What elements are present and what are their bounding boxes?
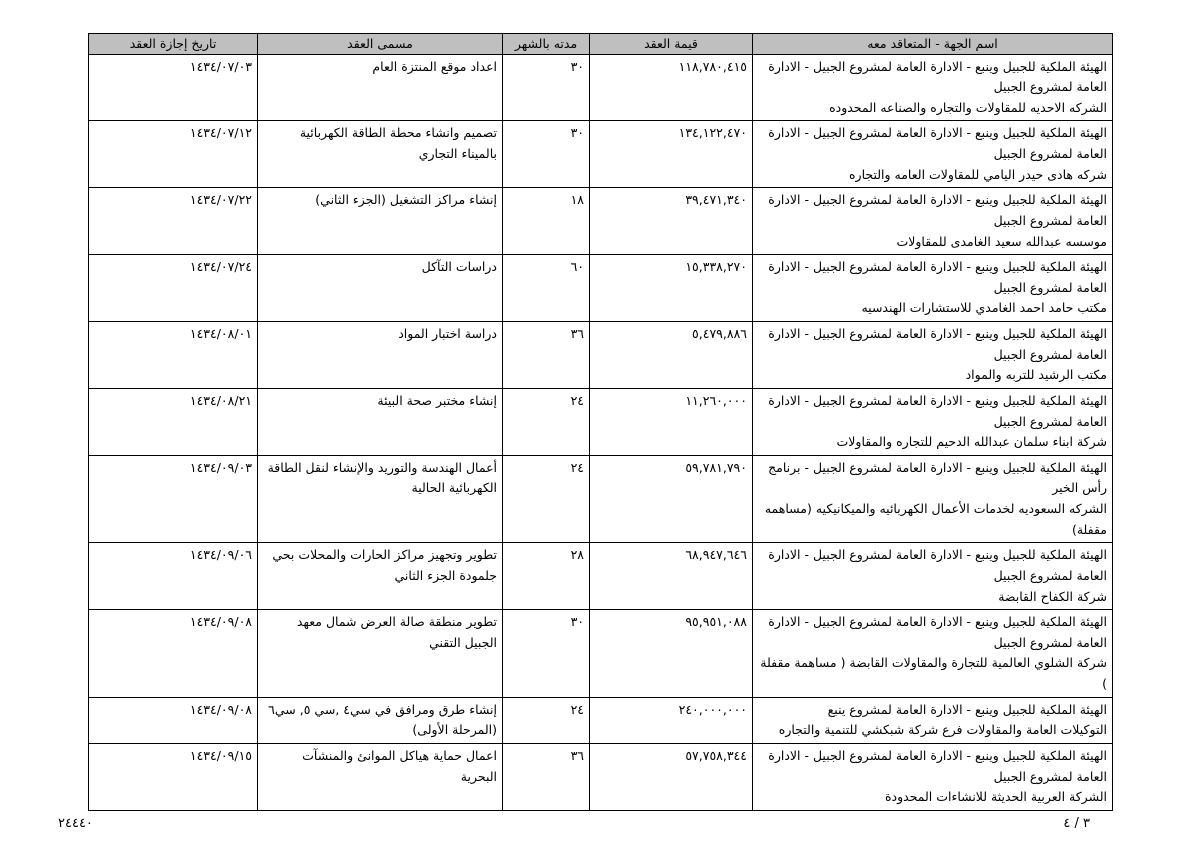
cell-entity (753, 188, 1113, 255)
cell-date: ١٤٣٤/٠٨/٠١ (89, 322, 258, 389)
cell-entity (753, 743, 1113, 810)
cell-entity (753, 322, 1113, 389)
cell-value: ١٣٤,١٢٢,٤٧٠ (590, 121, 753, 188)
cell-value: ٥٧,٧٥٨,٣٤٤ (590, 743, 753, 810)
cell-value: ٣٩,٤٧١,٣٤٠ (590, 188, 753, 255)
table-row (89, 743, 1113, 810)
table-row (89, 255, 1113, 322)
entity-owner: الهيئة الملكية للجبيل وينبع - الادارة العامة لمشروع الجبيل - الادارة العامة لمشروع الجبيل (768, 547, 1107, 583)
table-row (89, 322, 1113, 389)
table-row (89, 610, 1113, 698)
contractor-name: شركه هادى حيدر اليامي للمقاولات العامه والتجاره (849, 166, 1107, 182)
table-row (89, 697, 1113, 743)
cell-date: ١٤٣٤/٠٧/٠٣ (89, 54, 258, 121)
cell-entity (753, 697, 1113, 743)
contractor-name: الشركه السعوديه لخدمات الأعمال الكهربائيه والميكانيكيه (مساهمه مقفلة) (764, 501, 1107, 537)
entity-owner: الهيئة الملكية للجبيل وينبع - الادارة العامة لمشروع الجبيل - الادارة العامة لمشروع الجبيل (768, 125, 1107, 161)
contractor-name: شركة ابناء سلمان عبدالله الدحيم للتجاره والمقاولات (836, 434, 1107, 450)
cell-date: ١٤٣٤/٠٧/٢٢ (89, 188, 258, 255)
cell-contract-name: تطوير منطقة صالة العرض شمال معهد الجبيل التقني (258, 610, 503, 698)
page-number: ٣ / ٤ (1063, 816, 1090, 831)
document-number: ٢٤٤٤٠ (58, 816, 93, 831)
cell-date: ١٤٣٤/٠٩/١٥ (89, 743, 258, 810)
cell-duration: ٣٠ (503, 610, 590, 698)
cell-value: ١٥,٣٣٨,٢٧٠ (590, 255, 753, 322)
header-date: تاريخ إجازة العقد (89, 34, 258, 55)
cell-contract-name: دراسة اختبار المواد (258, 322, 503, 389)
cell-date: ١٤٣٤/٠٩/٠٨ (89, 610, 258, 698)
entity-owner: الهيئة الملكية للجبيل وينبع - الادارة العامة لمشروع الجبيل - الادارة العامة لمشروع الجبيل (768, 614, 1107, 650)
cell-duration: ٣٦ (503, 743, 590, 810)
table-row (89, 188, 1113, 255)
cell-contract-name: اعمال حماية هياكل الموانئ والمنشآت البحرية (258, 743, 503, 810)
entity-owner: الهيئة الملكية للجبيل وينبع - الادارة العامة لمشروع الجبيل - الادارة العامة لمشروع الجبيل (768, 326, 1107, 362)
cell-contract-name: تصميم وانشاء محطة الطاقة الكهربائية بالميناء التجاري (258, 121, 503, 188)
table-row (89, 543, 1113, 610)
entity-owner: الهيئة الملكية للجبيل وينبع - الادارة العامة لمشروع الجبيل - الادارة العامة لمشروع الجبيل (768, 58, 1107, 95)
cell-date: ١٤٣٤/٠٩/٠٨ (89, 697, 258, 743)
contractor-name: الشركة العربية الحديثة للانشاءات المحدودة (884, 789, 1107, 805)
cell-entity (753, 543, 1113, 610)
cell-date: ١٤٣٤/٠٩/٠٦ (89, 543, 258, 610)
cell-contract-name: إنشاء مختبر صحة البيئة (258, 388, 503, 455)
cell-date: ١٤٣٤/٠٧/١٢ (89, 121, 258, 188)
header-value: قيمة العقد (590, 34, 753, 55)
contracts-table (88, 33, 1113, 811)
cell-date: ١٤٣٤/٠٨/٢١ (89, 388, 258, 455)
contractor-name: مكتب الرشيد للتربه والمواد (965, 367, 1107, 383)
cell-duration: ٣٠ (503, 54, 590, 121)
cell-duration: ٢٤ (503, 455, 590, 543)
cell-contract-name: تطوير وتجهيز مراكز الحارات والمحلات بحي جلمودة الجزء الثاني (258, 543, 503, 610)
table-row (89, 121, 1113, 188)
table-row (89, 388, 1113, 455)
cell-duration: ٦٠ (503, 255, 590, 322)
cell-entity (753, 388, 1113, 455)
entity-owner: الهيئة الملكية للجبيل وينبع - الادارة العامة لمشروع ينبع (827, 701, 1107, 717)
cell-value: ١١٨,٧٨٠,٤١٥ (590, 54, 753, 121)
cell-value: ١١,٢٦٠,٠٠٠ (590, 388, 753, 455)
cell-value: ٥٩,٧٨١,٧٩٠ (590, 455, 753, 543)
entity-owner: الهيئة الملكية للجبيل وينبع - الادارة العامة لمشروع الجبيل - الادارة العامة لمشروع الجبيل (768, 192, 1107, 228)
contractor-name: التوكيلات العامة والمقاولات فرع شركة شبكشي للتنمية والتجاره (778, 722, 1107, 738)
cell-entity (753, 255, 1113, 322)
cell-duration: ٢٨ (503, 543, 590, 610)
header-entity: اسم الجهة - المتعاقد معه (753, 34, 1113, 55)
cell-value: ٩٥,٩٥١,٠٨٨ (590, 610, 753, 698)
header-duration: مدته بالشهر (503, 34, 590, 55)
cell-entity (753, 121, 1113, 188)
cell-entity (753, 610, 1113, 698)
cell-contract-name: إنشاء طرق ومرافق في سي٤ ,سي ٥, سي٦ (المرحلة الأولى) (258, 697, 503, 743)
cell-duration: ٣٦ (503, 322, 590, 389)
cell-duration: ٢٤ (503, 697, 590, 743)
contractor-name: الشركه الاحديه للمقاولات والتجاره والصناعه المحدوده (829, 99, 1107, 115)
header-name: مسمى العقد (258, 34, 503, 55)
table-header-row (89, 34, 1113, 55)
cell-date: ١٤٣٤/٠٧/٢٤ (89, 255, 258, 322)
entity-owner: الهيئة الملكية للجبيل وينبع - الادارة العامة لمشروع الجبيل - برنامج رأس الخير (768, 459, 1107, 496)
cell-contract-name: دراسات التآكل (258, 255, 503, 322)
table-row (89, 54, 1113, 121)
cell-duration: ٢٤ (503, 388, 590, 455)
cell-duration: ١٨ (503, 188, 590, 255)
cell-value: ٥,٤٧٩,٨٨٦ (590, 322, 753, 389)
cell-duration: ٣٠ (503, 121, 590, 188)
cell-entity (753, 455, 1113, 543)
contractor-name: شركة الكفاح القابضة (998, 588, 1107, 604)
cell-contract-name: أعمال الهندسة والتوريد والإنشاء لنقل الطاقة الكهربائية الحالية (258, 455, 503, 543)
table-row (89, 455, 1113, 543)
cell-date: ١٤٣٤/٠٩/٠٣ (89, 455, 258, 543)
entity-owner: الهيئة الملكية للجبيل وينبع - الادارة العامة لمشروع الجبيل - الادارة العامة لمشروع الجبيل (768, 747, 1107, 784)
cell-value: ٢٤٠,٠٠٠,٠٠٠ (590, 697, 753, 743)
contractor-name: مكتب حامد احمد الغامدي للاستشارات الهندسيه (861, 300, 1107, 316)
entity-owner: الهيئة الملكية للجبيل وينبع - الادارة العامة لمشروع الجبيل - الادارة العامة لمشروع الجبيل (768, 392, 1107, 429)
cell-value: ٦٨,٩٤٧,٦٤٦ (590, 543, 753, 610)
cell-contract-name: اعداد موقع المنتزة العام (258, 54, 503, 121)
contractor-name: شركة الشلوي العالمية للتجارة والمقاولات القابضة ( مساهمة مقفلة ) (760, 655, 1107, 691)
entity-owner: الهيئة الملكية للجبيل وينبع - الادارة العامة لمشروع الجبيل - الادارة العامة لمشروع الجبيل (768, 259, 1107, 295)
cell-entity (753, 54, 1113, 121)
cell-contract-name: إنشاء مراكز التشغيل (الجزء الثاني) (258, 188, 503, 255)
contractor-name: موسسه عبدالله سعيد الغامدى للمقاولات (896, 233, 1107, 249)
